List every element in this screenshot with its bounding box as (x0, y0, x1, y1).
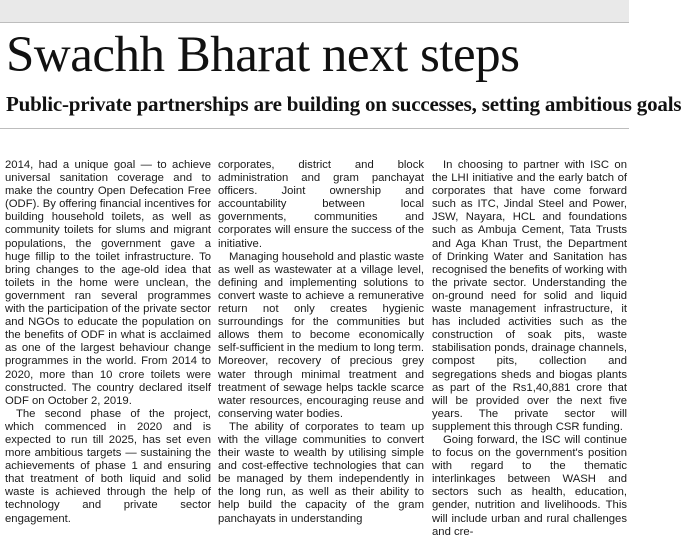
paragraph: Going forward, the ISC will continue to focus on the government's position with regard to the thematic interlinkages between WASH and sectors such as health, education, gender, nutrition and livelihoods. This will include urban and rural challenges and cre- (432, 433, 627, 538)
column-3 (432, 159, 627, 539)
paragraph: Managing household and plastic waste as well as wastewater at a village level, defining and implementing solutions to convert waste to achieve a remunerative return not only creates hygienic surroundings for the communities but allows them to become economically self-sufficient in the medium to long term. Moreover, recovery of precious grey water through minimal treatment and treatment of sewage helps tackle scarce water resources, encouraging reuse and conserving water bodies. (218, 250, 424, 420)
header-divider (0, 128, 629, 129)
top-divider (0, 22, 629, 23)
paragraph: The ability of corporates to team up with the village communities to convert their waste to wealth by utilising simple and cost-effective technologies that can be managed by them independently in the long run, as well as their ability to help build the capacity of the gram panchayats in understanding (218, 420, 424, 525)
paragraph: corporates, district and block administration and gram panchayat officers. Joint ownership and accountability between local governments, communities and corporates will ensure the success of the initiative. (218, 159, 424, 250)
top-bar (0, 0, 629, 22)
standfirst: Public-private partnerships are building on successes, setting ambitious goals (6, 92, 681, 116)
article-body (5, 159, 627, 538)
paragraph: In choosing to partner with ISC on the LHI initiative and the early batch of corporates that have come forward such as ITC, Jindal Steel and Power, JSW, Nayara, HCL and foundations such as Ambuja Cement, Tata Trusts and Aga Khan Trust, the Department of Drinking Water and Sanitation has recognised the benefits of working with the private sector. Understanding the on-ground need for solid and liquid waste management infrastructure, it has included activities such as the construction of soak pits, waste stabilisation ponds, drainage channels, compost pits, collection and segregations sheds and biogas plants as part of the Rs1,40,881 crore that will be provided over the next five years. The private sector will supplement this through CSR funding. (432, 159, 627, 433)
paragraph: The second phase of the project, which commenced in 2020 and is expected to run till 2025, has set even more ambitious targets — sustaining the achievements of phase 1 and ensuring that treatment of both liquid and solid waste is achieved through the help of technology and private sector engagement. (5, 407, 211, 525)
column-2 (218, 159, 424, 526)
column-1 (5, 159, 211, 526)
paragraph: 2014, had a unique goal — to achieve universal sanitation coverage and to make the country Open Defecation Free (ODF). By offering financial incentives for building household toilets, as well as community toilets for slums and migrant populations, the government gave a huge fillip to the toilet infrastructure. To bring changes to the age-old idea that toilets in the home were unclean, the government ran several programmes with the participation of the private sector and NGOs to educate the population on the benefits of ODF in what is acclaimed as one of the largest behaviour change programmes in the world. From 2014 to 2020, more than 10 crore toilets were constructed. The country declared itself ODF on October 2, 2019. (5, 159, 211, 407)
headline: Swachh Bharat next steps (6, 27, 520, 83)
